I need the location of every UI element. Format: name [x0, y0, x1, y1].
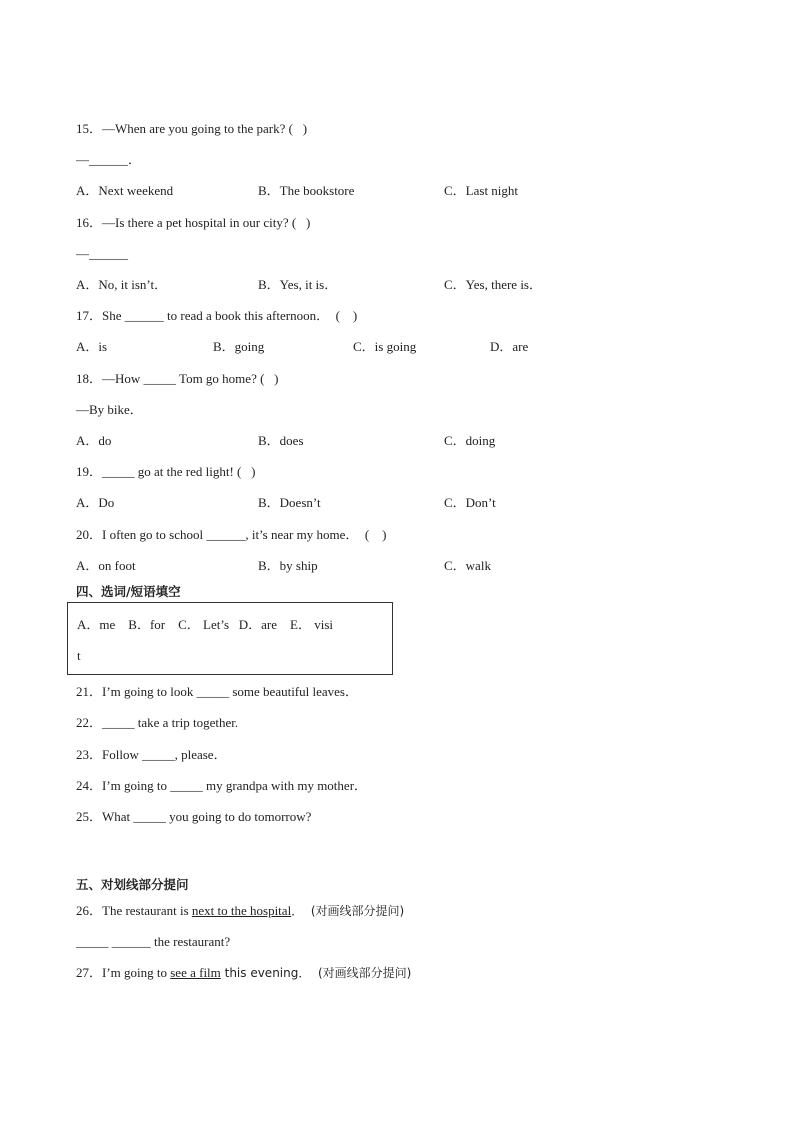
word-bank-row-2: t [77, 648, 81, 663]
question-16-option-b: B．Yes, it is． [258, 277, 338, 292]
question-16-option-c: C．Yes, there is． [444, 277, 542, 292]
question-19-option-a: A．Do [76, 495, 115, 510]
question-27-prefix: 27．I’m going to [76, 965, 171, 980]
question-18-option-c: C．doing [444, 433, 496, 448]
question-20-option-c: C．walk [444, 558, 491, 573]
question-26-answer-line: _____ ______ the restaurant? [76, 934, 231, 949]
question-26-prefix: 26．The restaurant is [76, 903, 192, 918]
section-5-title: 五、对划线部分提问 [76, 877, 189, 892]
question-17-option-d: D．are [490, 339, 529, 354]
question-15-option-b: B．The bookstore [258, 183, 355, 198]
question-16-stem: 16．—Is there a pet hospital in our city? ( ) [76, 215, 311, 230]
question-17-option-b: B．going [213, 339, 265, 354]
question-17-option-a: A．is [76, 339, 108, 354]
question-24: 24．I’m going to _____ my grandpa with my mother． [76, 778, 368, 793]
word-bank-box [67, 602, 393, 675]
question-15-answer-line: —______． [76, 152, 142, 167]
question-19-option-b: B．Doesn’t [258, 495, 321, 510]
question-18-option-b: B．does [258, 433, 304, 448]
question-19-stem: 19．_____ go at the red light! ( ) [76, 464, 256, 479]
question-26 [76, 903, 404, 919]
question-27-suffix: this evening． (对画线部分提问) [220, 966, 412, 980]
question-20-stem: 20．I often go to school ______, it’s near my home． ( ) [76, 527, 387, 542]
question-15-option-a: A．Next weekend [76, 183, 174, 198]
question-19-option-c: C．Don’t [444, 495, 496, 510]
question-17-stem: 17．She ______ to read a book this afternoon． ( ) [76, 308, 358, 323]
question-16-answer-line: —______ [76, 246, 128, 261]
question-27-underlined: see a film [170, 965, 221, 980]
question-15-option-c: C．Last night [444, 183, 519, 198]
question-18-option-a: A．do [76, 433, 112, 448]
question-23: 23．Follow _____, please． [76, 747, 227, 762]
word-bank-row-1: A．me B．for C． Let’s D．are E． visi [77, 617, 333, 632]
question-20-option-a: A．on foot [76, 558, 136, 573]
question-26-underlined: next to the hospital [191, 903, 292, 918]
question-27 [76, 965, 411, 981]
question-25: 25．What _____ you going to do tomorrow? [76, 809, 312, 824]
question-15-stem: 15．—When are you going to the park? ( ) [76, 121, 308, 136]
question-22: 22．_____ take a trip together. [76, 715, 239, 730]
question-26-suffix: ． (对画线部分提问) [291, 904, 405, 918]
question-17-option-c: C．is going [353, 339, 417, 354]
question-18-stem: 18．—How _____ Tom go home? ( ) [76, 371, 279, 386]
question-20-option-b: B．by ship [258, 558, 318, 573]
question-21: 21．I’m going to look _____ some beautiful leaves． [76, 684, 358, 699]
section-4-title: 四、选词/短语填空 [76, 584, 181, 599]
question-16-option-a: A．No, it isn’t． [76, 277, 168, 292]
question-18-answer-line: —By bike． [76, 402, 143, 417]
